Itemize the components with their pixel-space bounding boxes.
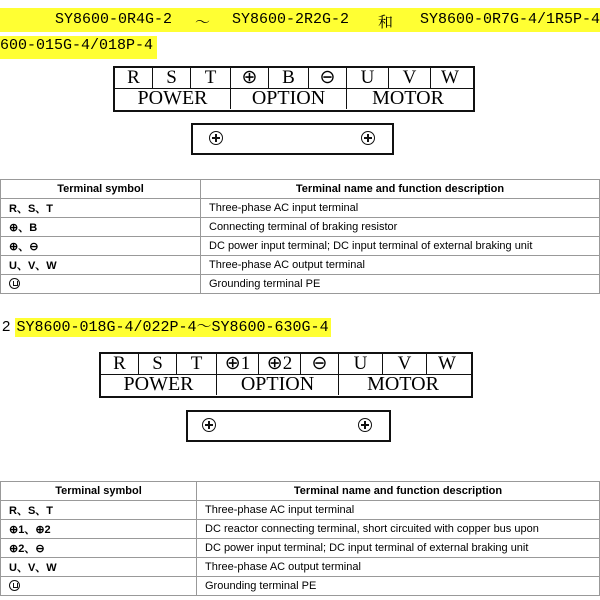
terminal-table-1 [0, 179, 600, 294]
terminal-description: DC power input terminal; DC input terminal of external braking unit [201, 237, 600, 256]
terminal-symbol [1, 275, 201, 294]
terminal-description: Grounding terminal PE [201, 275, 600, 294]
terminal-description: Three-phase AC output terminal [201, 256, 600, 275]
terminal-v: V [389, 68, 431, 88]
ground-screw-icon [361, 131, 375, 145]
range-tilde: ～ [195, 14, 211, 31]
table-row [1, 275, 600, 294]
heading-model-range-2: 600-015G-4/018P-4 [0, 36, 157, 59]
model-end: SY8600-2R2G-2 [232, 11, 350, 28]
terminal-plus: ⊕ [231, 68, 269, 88]
group-motor: MOTOR [372, 87, 444, 109]
col-header-description: Terminal name and function description [201, 180, 600, 199]
table-row [1, 218, 600, 237]
terminal-t: T [191, 68, 231, 88]
terminal-description: Grounding terminal PE [197, 577, 600, 596]
table-row [1, 237, 600, 256]
terminal-symbol: U、V、W [1, 256, 201, 275]
terminal-minus: ⊖ [309, 68, 347, 88]
heading-model-range-3 [0, 315, 331, 337]
terminal-v: V [383, 354, 427, 374]
section-number: 2 [2, 318, 11, 335]
col-header-symbol: Terminal symbol [1, 180, 201, 199]
terminal-symbol: U、V、W [1, 558, 197, 577]
ground-bar-2 [186, 410, 391, 442]
terminal-description: Three-phase AC input terminal [201, 199, 600, 218]
col-header-description: Terminal name and function description [197, 482, 600, 501]
table-row [1, 577, 600, 596]
group-option: OPTION [231, 89, 347, 109]
terminal-b: B [269, 68, 309, 88]
terminal-description: Three-phase AC input terminal [197, 501, 600, 520]
group-power: POWER [115, 89, 231, 109]
ground-icon [9, 580, 20, 591]
ground-screw-icon [358, 418, 372, 432]
group-motor: MOTOR [367, 373, 439, 395]
terminal-u: U [347, 68, 389, 88]
terminal-strip-2 [99, 352, 473, 398]
terminal-description: DC power input terminal; DC input terminal of external braking unit [197, 539, 600, 558]
table-row [1, 520, 600, 539]
table-row [1, 501, 600, 520]
terminal-s: S [153, 68, 191, 88]
terminal-symbol: ⊕、⊖ [1, 237, 201, 256]
table-row [1, 199, 600, 218]
table-row [1, 256, 600, 275]
terminal-plus-1: ⊕1 [217, 354, 259, 374]
terminal-symbol: ⊕1、⊕2 [1, 520, 197, 539]
model-range: SY8600-018G-4/022P-4～SY8600-630G-4 [16, 319, 329, 336]
terminal-symbol [1, 577, 197, 596]
terminal-u: U [339, 354, 383, 374]
terminal-t: T [177, 354, 217, 374]
group-power: POWER [101, 375, 217, 395]
group-option: OPTION [217, 375, 339, 395]
terminal-w: W [441, 67, 459, 88]
heading-model-range-1 [0, 8, 600, 32]
col-header-symbol: Terminal symbol [1, 482, 197, 501]
table-row [1, 558, 600, 577]
terminal-symbol: R、S、T [1, 199, 201, 218]
terminal-r: R [115, 68, 153, 88]
ground-bar-1 [191, 123, 394, 155]
terminal-minus: ⊖ [301, 354, 339, 374]
ground-screw-icon [202, 418, 216, 432]
model-start: SY8600-0R4G-2 [55, 11, 173, 28]
terminal-description: Three-phase AC output terminal [197, 558, 600, 577]
terminal-s: S [139, 354, 177, 374]
terminal-symbol: ⊕、B [1, 218, 201, 237]
terminal-table-2 [0, 481, 600, 596]
table-row [1, 539, 600, 558]
model-extra: SY8600-0R7G-4/1R5P-4 [420, 11, 600, 28]
ground-icon [9, 278, 20, 289]
terminal-description: Connecting terminal of braking resistor [201, 218, 600, 237]
ground-screw-icon [209, 131, 223, 145]
terminal-plus-2: ⊕2 [259, 354, 301, 374]
terminal-strip-1 [113, 66, 475, 112]
terminal-symbol: R、S、T [1, 501, 197, 520]
terminal-r: R [101, 354, 139, 374]
terminal-description: DC reactor connecting terminal, short circuited with copper bus upon [197, 520, 600, 539]
terminal-w: W [438, 353, 456, 374]
terminal-symbol: ⊕2、⊖ [1, 539, 197, 558]
and-text: 和 [378, 14, 394, 31]
